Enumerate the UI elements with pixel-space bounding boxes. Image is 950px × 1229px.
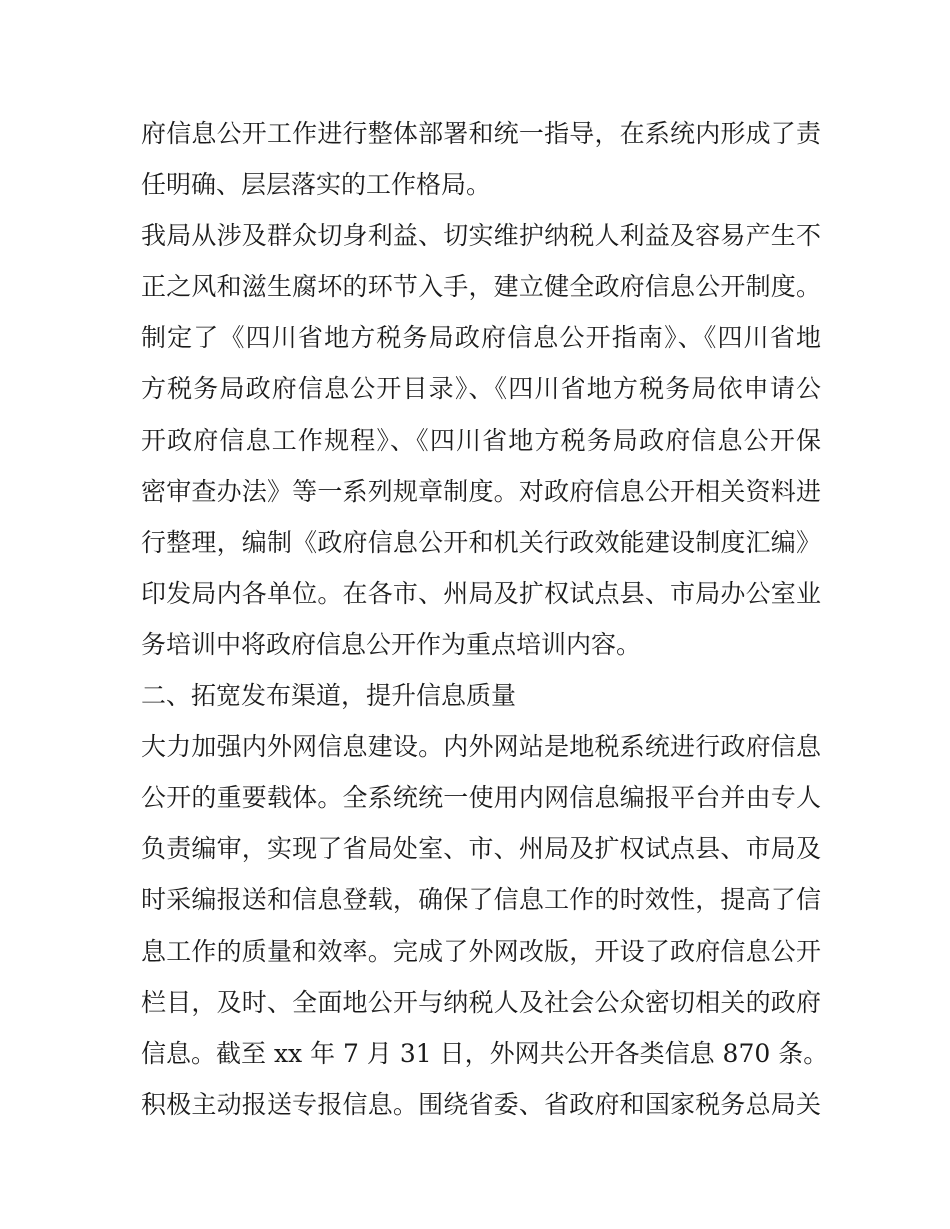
text-line: 信息。截至 xx 年 7 月 31 日，外网共公开各类信息 870 条。 (141, 1038, 829, 1068)
text-line: 开政府信息工作规程》、《四川省地方税务局政府信息公开保 (141, 425, 821, 455)
text-line: 制定了《四川省地方税务局政府信息公开指南》、《四川省地 (141, 323, 821, 353)
text-line: 我局从涉及群众切身利益、切实维护纳税人利益及容易产生不 (141, 221, 821, 251)
text-line: 时采编报送和信息登载，确保了信息工作的时效性，提高了信 (141, 885, 821, 915)
text-line: 二、拓宽发布渠道，提升信息质量 (141, 681, 517, 711)
text-line: 务培训中将政府信息公开作为重点培训内容。 (141, 629, 642, 659)
text-line: 府信息公开工作进行整体部署和统一指导，在系统内形成了责 (141, 119, 821, 148)
text-line: 公开的重要载体。全系统统一使用内网信息编报平台并由专人 (141, 783, 821, 813)
document-body (141, 108, 829, 1130)
text-line: 正之风和滋生腐坏的环节入手，建立健全政府信息公开制度。 (141, 272, 821, 302)
text-line: 方税务局政府信息公开目录》、《四川省地方税务局依申请公 (141, 374, 821, 404)
text-line: 大力加强内外网信息建设。内外网站是地税系统进行政府信息 (141, 732, 821, 762)
text-line: 行整理，编制《政府信息公开和机关行政效能建设制度汇编》 (141, 527, 821, 557)
text-line: 任明确、层层落实的工作格局。 (141, 170, 492, 200)
text-line: 栏目，及时、全面地公开与纳税人及社会公众密切相关的政府 (141, 987, 821, 1017)
text-line: 积极主动报送专报信息。围绕省委、省政府和国家税务总局关 (141, 1089, 821, 1119)
text-line: 密审查办法》等一系列规章制度。对政府信息公开相关资料进 (141, 476, 821, 506)
text-line: 负责编审，实现了省局处室、市、州局及扩权试点县、市局及 (141, 834, 821, 864)
text-line: 印发局内各单位。在各市、州局及扩权试点县、市局办公室业 (141, 578, 821, 608)
text-line: 息工作的质量和效率。完成了外网改版，开设了政府信息公开 (141, 936, 821, 966)
